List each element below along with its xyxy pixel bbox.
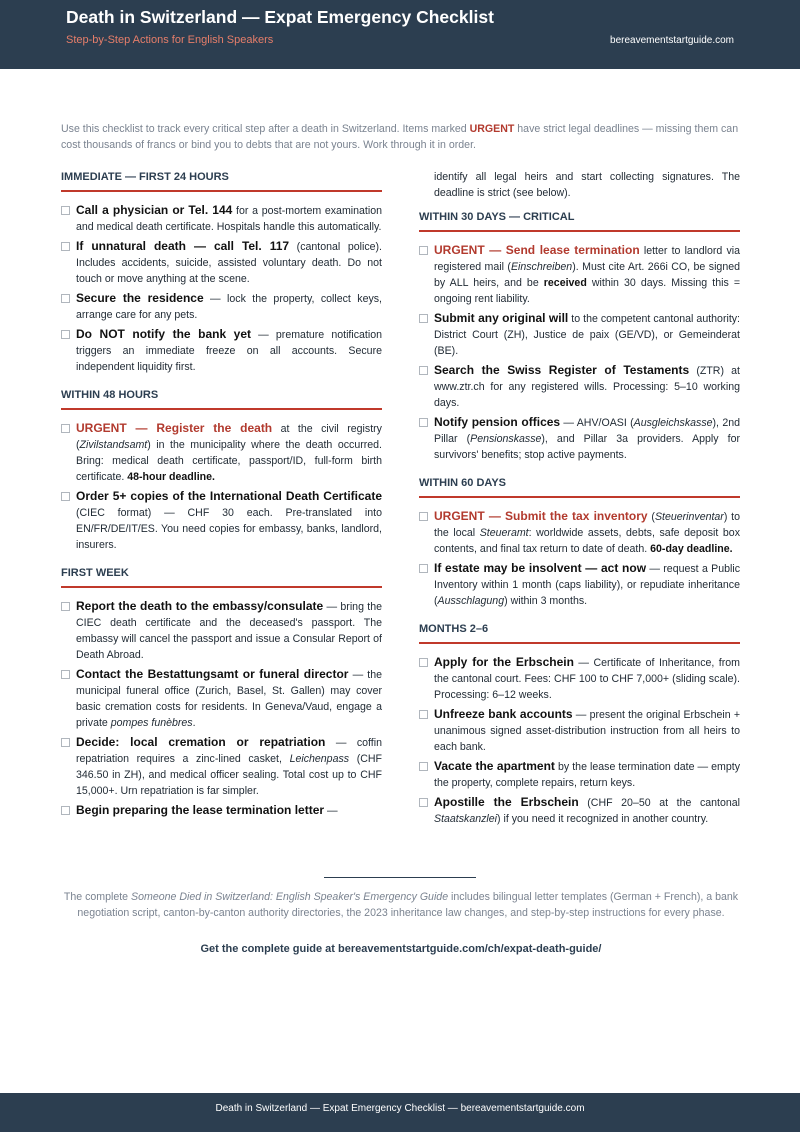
item-lead: Apply for the Erbschein bbox=[434, 655, 574, 669]
checkbox[interactable] bbox=[61, 806, 70, 815]
checklist-item[interactable] bbox=[61, 598, 382, 663]
item-text: ) within 3 months. bbox=[504, 595, 588, 607]
item-text: . bbox=[192, 717, 196, 729]
item-lead-urgent: URGENT — Send lease termination bbox=[434, 243, 640, 257]
item-lead: Submit any original will bbox=[434, 311, 569, 325]
checklist-item[interactable] bbox=[61, 420, 382, 485]
item-text: — request a Public Inventory within 1 month (caps liability), or repudiate inheritance ( bbox=[434, 563, 741, 607]
checkbox[interactable] bbox=[61, 242, 70, 251]
item-emphasis: Steueramt bbox=[479, 527, 529, 539]
checkbox[interactable] bbox=[61, 330, 70, 339]
section-heading: WITHIN 60 DAYS bbox=[419, 477, 740, 498]
item-lead: Contact the Bestattungsamt or funeral director bbox=[76, 667, 349, 681]
checkbox[interactable] bbox=[419, 658, 428, 667]
checkbox[interactable] bbox=[419, 246, 428, 255]
item-text: (CIEC format) — CHF 30 each. Pre-translated into EN/FR/DE/IT/ES. You need copies for embassy, banks, landlord, insurers. bbox=[76, 507, 382, 551]
item-strong: received bbox=[543, 277, 587, 289]
item-lead-urgent: URGENT — Register the death bbox=[76, 421, 273, 435]
checklist-item[interactable] bbox=[419, 794, 740, 827]
item-lead-urgent: URGENT — Submit the tax inventory bbox=[434, 509, 648, 523]
checkbox[interactable] bbox=[61, 738, 70, 747]
checkbox[interactable] bbox=[61, 424, 70, 433]
item-text: ) to the local bbox=[434, 511, 740, 539]
item-text: — lock the property, collect keys, arrange care for any pets. bbox=[76, 293, 383, 321]
item-lead: If estate may be insolvent — act now bbox=[434, 561, 647, 575]
intro-paragraph bbox=[61, 121, 741, 153]
item-text: — Certificate of Inheritance, from the cantonal court. Fees: CHF 100 to CHF 7,000+ (sliding scale). Processing: 6–12 weeks. bbox=[434, 657, 740, 701]
right-column bbox=[419, 171, 740, 841]
checkbox[interactable] bbox=[419, 512, 428, 521]
page-title: Death in Switzerland — Expat Emergency Checklist bbox=[66, 7, 494, 27]
item-lead: Do NOT notify the bank yet bbox=[76, 327, 252, 341]
item-emphasis: Staatskanzlei bbox=[434, 813, 498, 825]
checkbox[interactable] bbox=[419, 762, 428, 771]
checklist-item[interactable] bbox=[61, 666, 382, 731]
item-text: ( bbox=[647, 511, 655, 523]
item-text: (cantonal police). Includes accidents, suicide, assisted voluntary death. Do not touch or move anything at the scene. bbox=[76, 241, 382, 285]
item-text: by the lease termination date — empty the property, complete repairs, return keys. bbox=[434, 761, 741, 789]
item-emphasis: Zivilstandsamt bbox=[79, 439, 148, 451]
checklist-item[interactable] bbox=[419, 758, 740, 791]
item-text: within 30 days. Missing this = ongoing rent liability. bbox=[434, 277, 741, 305]
checkbox[interactable] bbox=[419, 710, 428, 719]
checklist-item[interactable] bbox=[419, 508, 740, 557]
checklist-item[interactable] bbox=[419, 414, 740, 463]
checklist-item[interactable] bbox=[419, 362, 740, 411]
section-months-2-6 bbox=[419, 623, 740, 827]
checklist-item[interactable] bbox=[61, 290, 382, 323]
item-deadline: 60-day deadline. bbox=[650, 543, 733, 555]
checkbox[interactable] bbox=[61, 206, 70, 215]
intro-text: Use this checklist to track every critical step after a death in Switzerland. Items marked bbox=[61, 123, 470, 135]
item-lead: Vacate the apartment bbox=[434, 759, 555, 773]
checkbox[interactable] bbox=[419, 418, 428, 427]
item-text: — present the original Erbschein + unanimous signed asset-distribution instruction from all heirs to each bank. bbox=[434, 709, 740, 753]
item-emphasis: Pensionskasse bbox=[470, 433, 542, 445]
checklist-item[interactable] bbox=[61, 802, 382, 819]
item-lead: Notify pension offices bbox=[434, 415, 561, 429]
item-text: : worldwide assets, debts, safe deposit box contents, and final tax return to date of death. bbox=[434, 527, 740, 555]
item-emphasis: Ausschlagung bbox=[437, 595, 505, 607]
section-heading: FIRST WEEK bbox=[61, 567, 382, 588]
promo-text-end: includes bilingual letter templates (German + French), a bank negotiation script, canton-by-canton authority directories, the 2023 inheritance law changes, and step-by-step instructions for every phase. bbox=[77, 891, 739, 919]
item-text: (CHF 20–50 at the cantonal bbox=[578, 797, 741, 809]
section-heading: WITHIN 48 HOURS bbox=[61, 389, 382, 410]
checklist-item[interactable] bbox=[61, 734, 382, 799]
checklist-item[interactable] bbox=[419, 654, 740, 703]
item-text: — bring the CIEC death certificate and the deceased's passport. The embassy will cancel the passport and issue a Consular Report of Death Abroad. bbox=[76, 601, 382, 661]
section-first-week bbox=[61, 567, 382, 819]
item-text: ), and Pillar 3a providers. Apply for survivors' benefits; stop active payments. bbox=[434, 433, 740, 461]
section-immediate bbox=[61, 171, 382, 375]
section-within-48-hours bbox=[61, 389, 382, 553]
item-text: ), 2nd Pillar ( bbox=[434, 417, 740, 445]
checkbox[interactable] bbox=[61, 294, 70, 303]
checklist-item[interactable] bbox=[419, 560, 740, 609]
footer-text: Death in Switzerland — Expat Emergency Checklist — bereavementstartguide.com bbox=[215, 1103, 585, 1114]
item-text: — premature notification triggers an immediate freeze on all accounts. Secure independent liquidity first. bbox=[76, 329, 382, 373]
divider bbox=[324, 877, 476, 878]
item-text: (CHF 346.50 in ZH), and medical officer sealing. Total cost up to CHF 15,000+. Urn repatriation is far simpler. bbox=[76, 753, 382, 797]
item-text: letter to landlord via registered mail ( bbox=[434, 245, 740, 273]
item-text: — coffin repatriation requires a zinc-lined casket, bbox=[76, 737, 382, 765]
item-text: ). Must cite Art. 266i CO, be signed by ALL heirs, and be bbox=[434, 261, 740, 289]
page-subtitle: Step-by-Step Actions for English Speakers bbox=[66, 34, 274, 46]
item-lead: Apostille the Erbschein bbox=[434, 795, 579, 809]
item-text: to the competent cantonal authority: District Court (ZH), Justice de paix (GE/VD), or Gemeinderat (BE). bbox=[434, 313, 741, 357]
guide-link[interactable]: Get the complete guide at bereavementstartguide.com/ch/expat-death-guide/ bbox=[200, 943, 602, 955]
intro-text-end: have strict legal deadlines — missing them can cost thousands of francs or bind you to debts that are not yours. Work through it in order. bbox=[61, 123, 739, 151]
checklist-item[interactable] bbox=[61, 238, 382, 287]
item-text: — the municipal funeral office (Zurich, Basel, St. Gallen) may cover basic cremation costs for residents. In Geneva/Vaud, engage a private bbox=[76, 669, 382, 729]
item-text: — bbox=[324, 805, 338, 817]
item-lead: Search the Swiss Register of Testaments bbox=[434, 363, 690, 377]
section-heading: IMMEDIATE — FIRST 24 HOURS bbox=[61, 171, 382, 192]
item-continuation: identify all legal heirs and start collecting signatures. The deadline is strict (see below). bbox=[434, 171, 740, 199]
item-lead: Decide: local cremation or repatriation bbox=[76, 735, 326, 749]
checklist-item[interactable] bbox=[61, 488, 382, 553]
checkbox[interactable] bbox=[419, 314, 428, 323]
checkbox[interactable] bbox=[419, 798, 428, 807]
checkbox[interactable] bbox=[61, 602, 70, 611]
checklist-item[interactable] bbox=[419, 706, 740, 755]
item-lead: Begin preparing the lease termination letter bbox=[76, 803, 325, 817]
section-heading: WITHIN 30 DAYS — CRITICAL bbox=[419, 211, 740, 232]
item-emphasis: pompes funèbres bbox=[110, 717, 193, 729]
checklist-item[interactable] bbox=[419, 310, 740, 359]
left-column bbox=[61, 171, 382, 833]
item-emphasis: Steuerinventar bbox=[654, 511, 724, 523]
item-emphasis: Leichenpass bbox=[289, 753, 350, 765]
item-lead: Secure the residence bbox=[76, 291, 204, 305]
item-lead: Order 5+ copies of the International Death Certificate bbox=[76, 489, 382, 503]
item-deadline: 48-hour deadline. bbox=[127, 471, 215, 483]
checklist-item[interactable] bbox=[61, 202, 382, 235]
checkbox[interactable] bbox=[419, 564, 428, 573]
guide-title: Someone Died in Switzerland: English Speaker's Emergency Guide bbox=[131, 891, 449, 903]
item-text: for a post-mortem examination and medical death certificate. Hospitals handle this automatically. bbox=[76, 205, 382, 233]
section-heading: MONTHS 2–6 bbox=[419, 623, 740, 644]
item-lead: If unnatural death — call Tel. 117 bbox=[76, 239, 290, 253]
item-emphasis: Ausgleichskasse bbox=[633, 417, 713, 429]
item-text: ) if you need it recognized in another country. bbox=[497, 813, 709, 825]
item-text: (ZTR) at www.ztr.ch for any registered wills. Processing: 5–10 working days. bbox=[434, 365, 740, 409]
item-lead: Report the death to the embassy/consulate bbox=[76, 599, 324, 613]
item-emphasis: Einschreiben bbox=[510, 261, 573, 273]
page-footer bbox=[0, 1093, 800, 1132]
header-site-link[interactable]: bereavementstartguide.com bbox=[610, 35, 734, 46]
promo-text: The complete bbox=[63, 891, 132, 903]
section-within-30-days bbox=[419, 211, 740, 463]
urgent-keyword: URGENT bbox=[469, 123, 515, 135]
item-lead: Unfreeze bank accounts bbox=[434, 707, 573, 721]
item-text: ) in the municipality where the death occurred. Bring: medical death certificate, passport/ID, full-form birth certificate. bbox=[76, 439, 382, 483]
guide-promo-text bbox=[61, 889, 741, 921]
page-header bbox=[0, 0, 800, 69]
checkbox[interactable] bbox=[419, 366, 428, 375]
item-text: at the civil registry ( bbox=[76, 423, 382, 451]
checkbox[interactable] bbox=[61, 670, 70, 679]
item-text: — AHV/OASI ( bbox=[560, 417, 634, 429]
checklist-item[interactable] bbox=[419, 242, 740, 307]
item-lead: Call a physician or Tel. 144 bbox=[76, 203, 233, 217]
section-within-60-days bbox=[419, 477, 740, 609]
checklist-item[interactable] bbox=[61, 326, 382, 375]
checkbox[interactable] bbox=[61, 492, 70, 501]
